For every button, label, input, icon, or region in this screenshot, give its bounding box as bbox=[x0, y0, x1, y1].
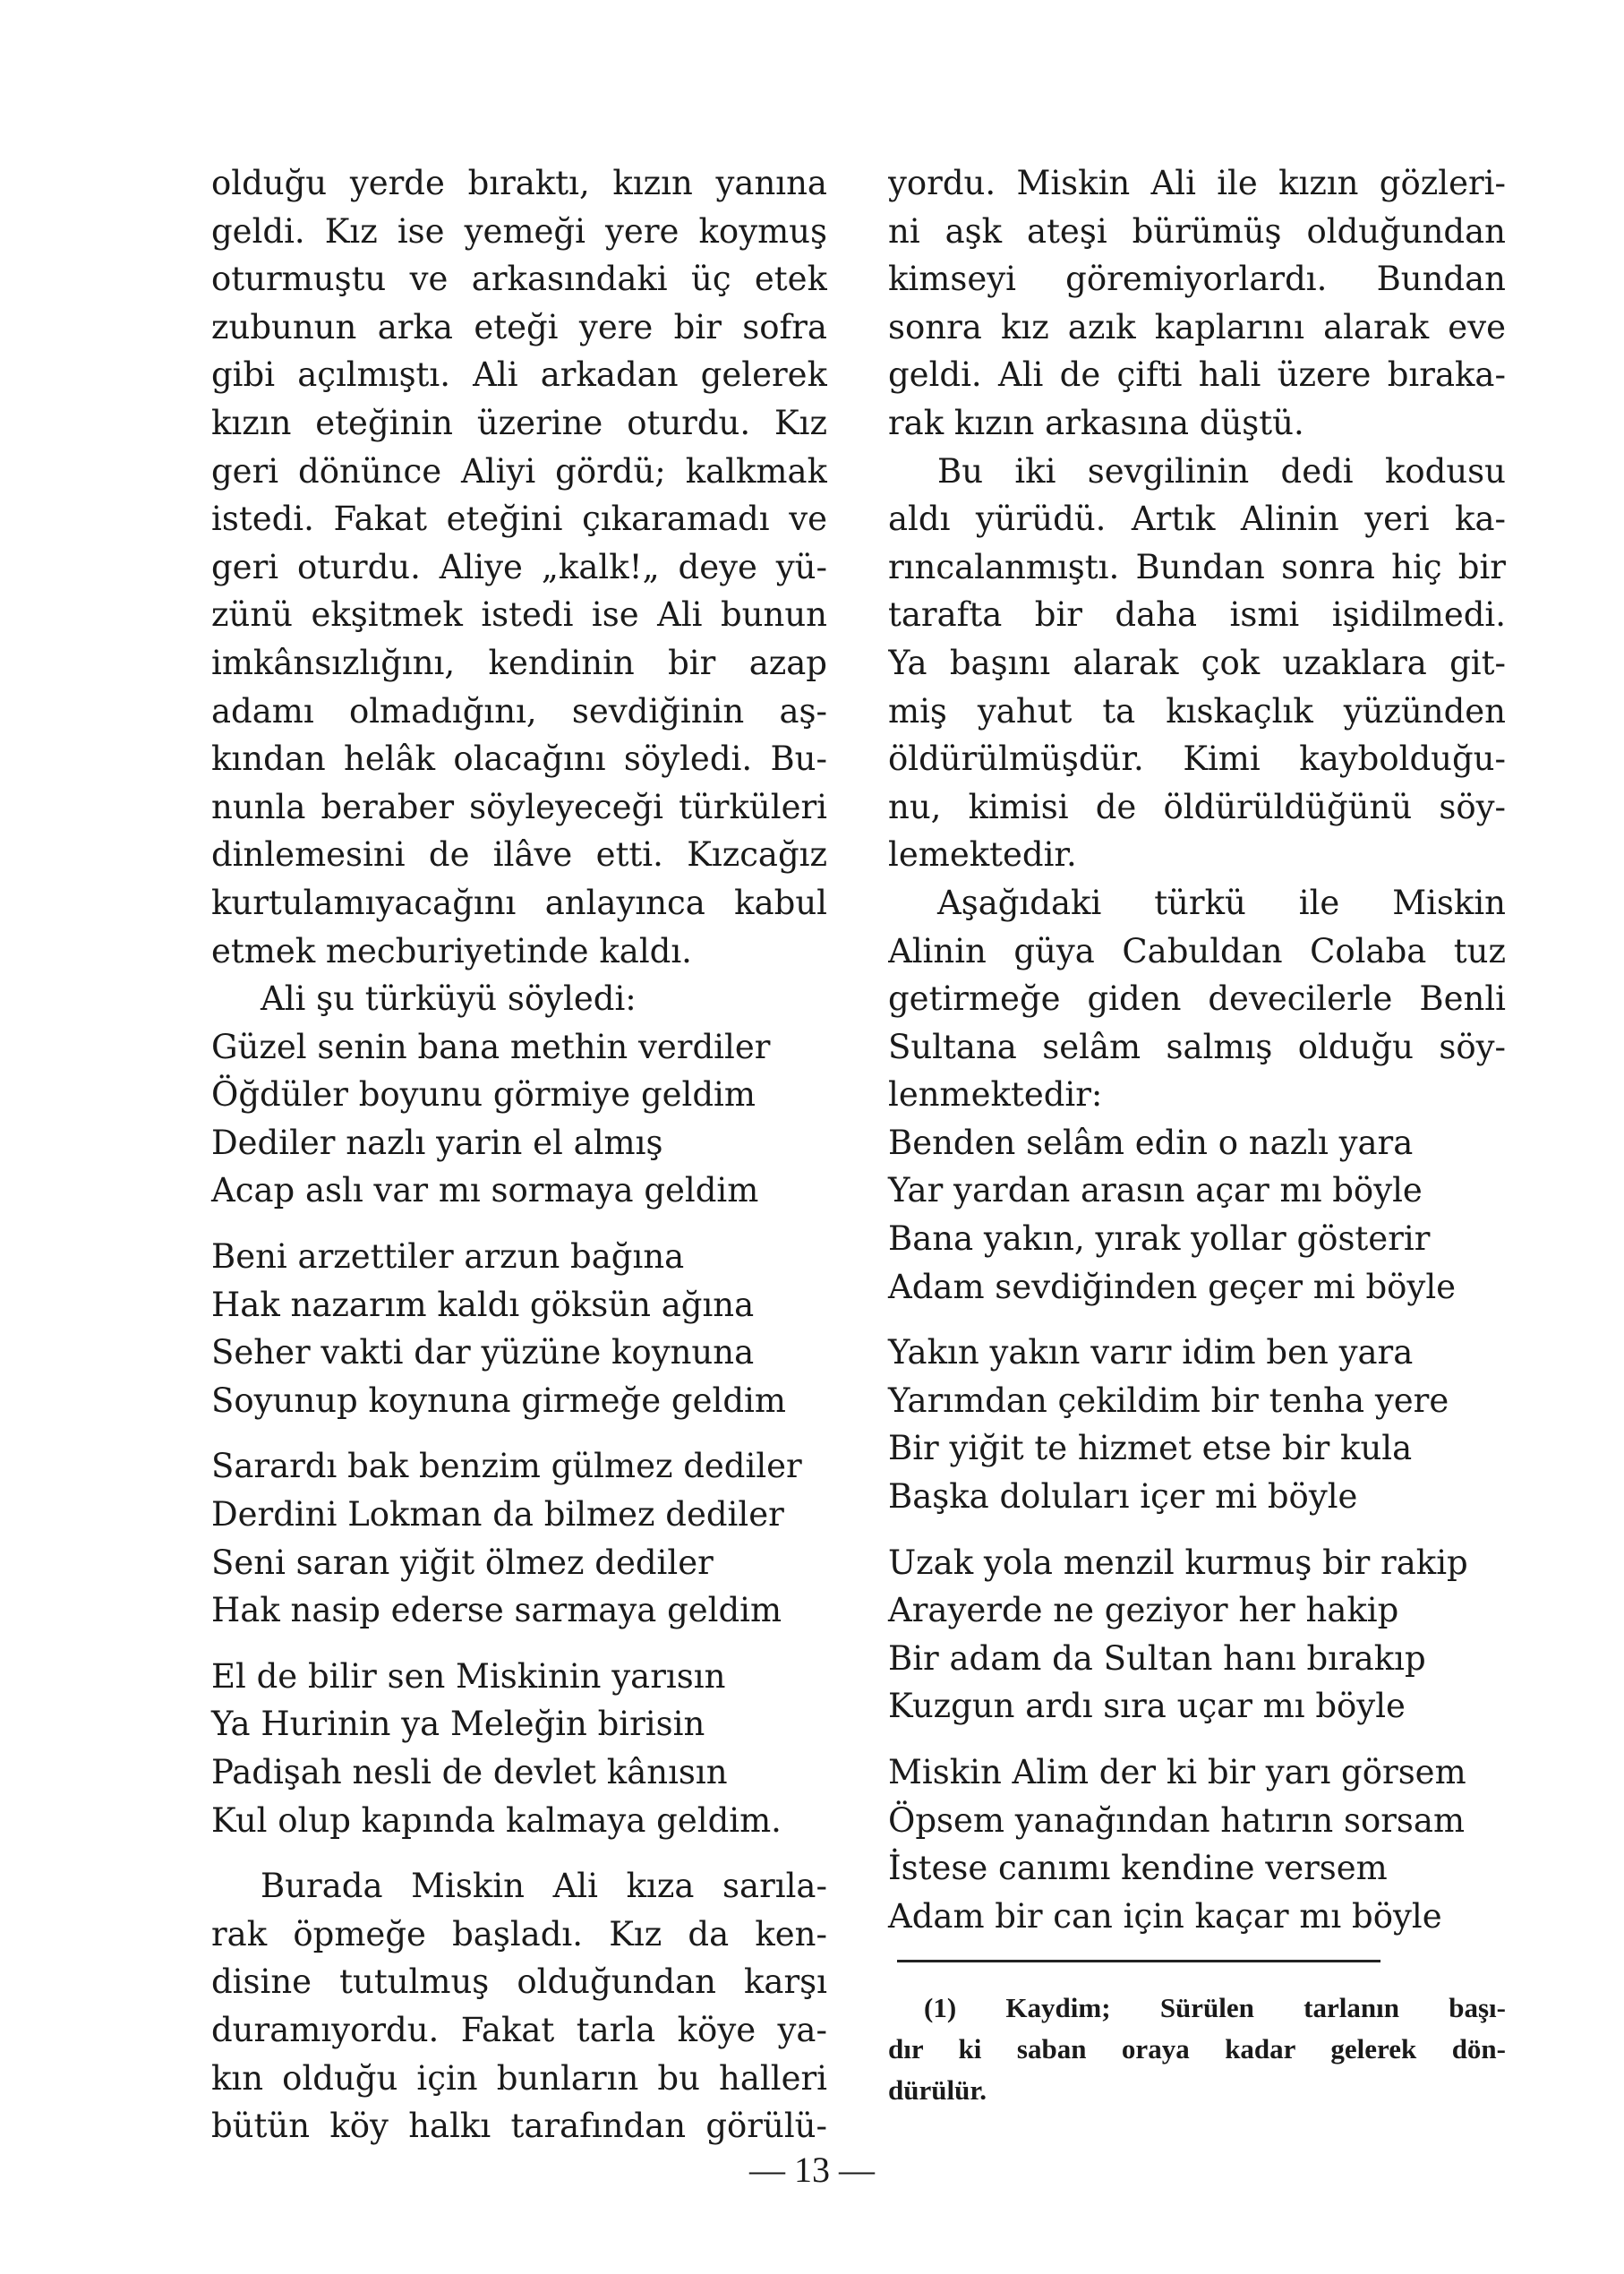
verse-line: Uzak yola menzil kurmuş bir rakip bbox=[888, 1543, 1468, 1582]
verse-line: Padişah nesli de devlet kânısın bbox=[211, 1753, 728, 1791]
text-line: rak öpmeğe başladı. Kız da ken- bbox=[211, 1914, 827, 1953]
verse-line: Acap aslı var mı sormaya geldim bbox=[211, 1171, 759, 1210]
text-line: kından helâk olacağını söyledi. Bu- bbox=[211, 739, 827, 779]
verse-line: Benden selâm edin o nazlı yara bbox=[888, 1123, 1414, 1162]
text-line: (1) Kaydim; Sürülen tarlanın başı- bbox=[924, 1992, 1506, 2024]
text-line: miş yahut ta kıskaçlık yüzünden bbox=[888, 691, 1506, 731]
text-line: aldı yürüdü. Artık Alinin yeri ka- bbox=[888, 500, 1506, 539]
page-number: — 13 — bbox=[749, 2150, 875, 2190]
verse-line: Bana yakın, yırak yollar gösterir bbox=[888, 1219, 1431, 1259]
text-line: lemektedir. bbox=[888, 835, 1077, 875]
verse-line: Güzel senin bana methin verdiler bbox=[211, 1027, 771, 1066]
stanza-gap bbox=[211, 1424, 827, 1442]
verse-line: Yar yardan arasın açar mı böyle bbox=[888, 1171, 1423, 1210]
verse-line: İstese canımı kendine versem bbox=[888, 1849, 1388, 1888]
text-line: kimseyi göremiyorlardı. Bundan bbox=[888, 260, 1506, 299]
stanza-gap bbox=[211, 1215, 827, 1233]
text-line: geri oturdu. Aliye „kalk!„ deye yü- bbox=[211, 547, 827, 586]
text-line: tarafta bir daha ismi işidilmedi. bbox=[888, 595, 1506, 635]
verse-line: El de bilir sen Miskinin yarısın bbox=[211, 1656, 726, 1696]
text-line: lenmektedir: bbox=[888, 1075, 1103, 1115]
verse-line: Beni arzettiler arzun bağına bbox=[211, 1237, 685, 1277]
footnote-rule bbox=[897, 1960, 1380, 1962]
verse-line: Adam bir can için kaçar mı böyle bbox=[888, 1896, 1442, 1936]
verse-line: Adam sevdiğinden geçer mi böyle bbox=[888, 1267, 1457, 1306]
verse-line: Başka doluları içer mi böyle bbox=[888, 1477, 1358, 1517]
verse-line: Hak nasip ederse sarmaya geldim bbox=[211, 1591, 782, 1630]
verse-line: Bir yiğit te hizmet etse bir kula bbox=[888, 1429, 1413, 1468]
verse-line: Kuzgun ardı sıra uçar mı böyle bbox=[888, 1687, 1406, 1726]
text-line: kurtulamıyacağını anlayınca kabul bbox=[211, 883, 827, 922]
stanza-gap bbox=[888, 1311, 1506, 1329]
verse-line: Kul olup kapında kalmaya geldim. bbox=[211, 1800, 782, 1840]
text-line: Ali şu türküyü söyledi: bbox=[261, 979, 637, 1019]
text-line: disine tutulmuş olduğundan karşı bbox=[211, 1962, 827, 2002]
text-line: Burada Miskin Ali kıza sarıla- bbox=[261, 1867, 827, 1906]
text-line: rak kızın arkasına düştü. bbox=[888, 403, 1304, 442]
text-line: sonra kız azık kaplarını alarak eve bbox=[888, 307, 1506, 346]
text-line: Bu iki sevgilinin dedi kodusu bbox=[937, 451, 1506, 491]
verse-line: Arayerde ne geziyor her hakip bbox=[888, 1591, 1399, 1630]
stanza-gap bbox=[211, 1844, 827, 1862]
verse-line: Sarardı bak benzim gülmez dediler bbox=[211, 1447, 802, 1486]
right-column bbox=[888, 159, 1506, 2111]
text-line: dinlemesini de ilâve etti. Kızcağız bbox=[211, 835, 827, 875]
text-line: Ya başını alarak çok uzaklara git- bbox=[888, 643, 1506, 682]
stanza-gap bbox=[888, 1521, 1506, 1539]
verse-line: Yakın yakın varır idim ben yara bbox=[888, 1333, 1414, 1372]
text-line: kızın eteğinin üzerine oturdu. Kız bbox=[211, 403, 827, 442]
text-line: zubunun arka eteği yere bir sofra bbox=[211, 307, 827, 346]
text-line: kın olduğu için bunların bu halleri bbox=[211, 2058, 827, 2098]
text-line: Aşağıdaki türkü ile Miskin bbox=[937, 883, 1506, 922]
text-line: bütün köy halkı tarafından görülü- bbox=[211, 2107, 827, 2146]
text-line: geri dönünce Aliyi gördü; kalkmak bbox=[211, 451, 827, 491]
text-line: gibi açılmıştı. Ali arkadan gelerek bbox=[211, 355, 827, 395]
verse-line: Yarımdan çekildim bir tenha yere bbox=[888, 1381, 1449, 1420]
text-line: öldürülmüşdür. Kimi kaybolduğu- bbox=[888, 739, 1506, 779]
text-line: dır ki saban oraya kadar gelerek dön- bbox=[888, 2033, 1506, 2065]
right-column-text bbox=[888, 159, 1506, 1940]
text-line: Sultana selâm salmış olduğu söy- bbox=[888, 1027, 1506, 1066]
text-line: dürülür. bbox=[888, 2074, 987, 2107]
text-line: nunla beraber söyleyeceği türküleri bbox=[211, 787, 827, 826]
text-line: olduğu yerde bıraktı, kızın yanına bbox=[211, 164, 827, 202]
text-line: etmek mecburiyetinde kaldı. bbox=[211, 931, 692, 970]
verse-line: Derdini Lokman da bilmez dediler bbox=[211, 1495, 784, 1535]
text-line: duramıyordu. Fakat tarla köye ya- bbox=[211, 2010, 827, 2049]
text-line: zünü ekşitmek istedi ise Ali bunun bbox=[211, 595, 827, 635]
stanza-gap bbox=[888, 1731, 1506, 1748]
text-line: Alinin güya Cabuldan Colaba tuz bbox=[888, 931, 1506, 970]
footnote bbox=[888, 1988, 1506, 2111]
verse-line: Ya Hurinin ya Meleğin birisin bbox=[211, 1705, 705, 1744]
text-line: ni aşk ateşi bürümüş olduğundan bbox=[888, 211, 1506, 251]
verse-line: Öpsem yanağından hatırın sorsam bbox=[888, 1800, 1466, 1840]
verse-line: Hak nazarım kaldı göksün ağına bbox=[211, 1285, 755, 1324]
verse-line: Dediler nazlı yarin el almış bbox=[211, 1123, 663, 1162]
verse-line: Öğdüler boyunu görmiye geldim bbox=[211, 1075, 756, 1115]
text-line: istedi. Fakat eteğini çıkaramadı ve bbox=[211, 500, 827, 539]
text-line: getirmeğe giden devecilerle Benli bbox=[888, 979, 1506, 1019]
text-line: yordu. Miskin Ali ile kızın gözleri- bbox=[888, 164, 1506, 202]
verse-line: Miskin Alim der ki bir yarı görsem bbox=[888, 1753, 1466, 1791]
text-line: nu, kimisi de öldürüldüğünü söy- bbox=[888, 787, 1506, 826]
text-line: adamı olmadığını, sevdiğinin aş- bbox=[211, 691, 827, 731]
verse-line: Soyunup koynuna girmeğe geldim bbox=[211, 1381, 786, 1420]
text-line: rıncalanmıştı. Bundan sonra hiç bir bbox=[888, 547, 1506, 586]
text-line: geldi. Ali de çifti hali üzere bıraka- bbox=[888, 355, 1506, 395]
text-line: geldi. Kız ise yemeği yere koymuş bbox=[211, 211, 827, 251]
text-line: oturmuştu ve arkasındaki üç etek bbox=[211, 260, 827, 299]
verse-line: Seni saran yiğit ölmez dediler bbox=[211, 1543, 714, 1582]
verse-line: Seher vakti dar yüzüne koynuna bbox=[211, 1333, 755, 1372]
stanza-gap bbox=[211, 1635, 827, 1653]
verse-line: Bir adam da Sultan hanı bırakıp bbox=[888, 1638, 1426, 1678]
left-column bbox=[211, 159, 827, 2150]
text-line: imkânsızlığını, kendinin bir azap bbox=[211, 643, 827, 682]
